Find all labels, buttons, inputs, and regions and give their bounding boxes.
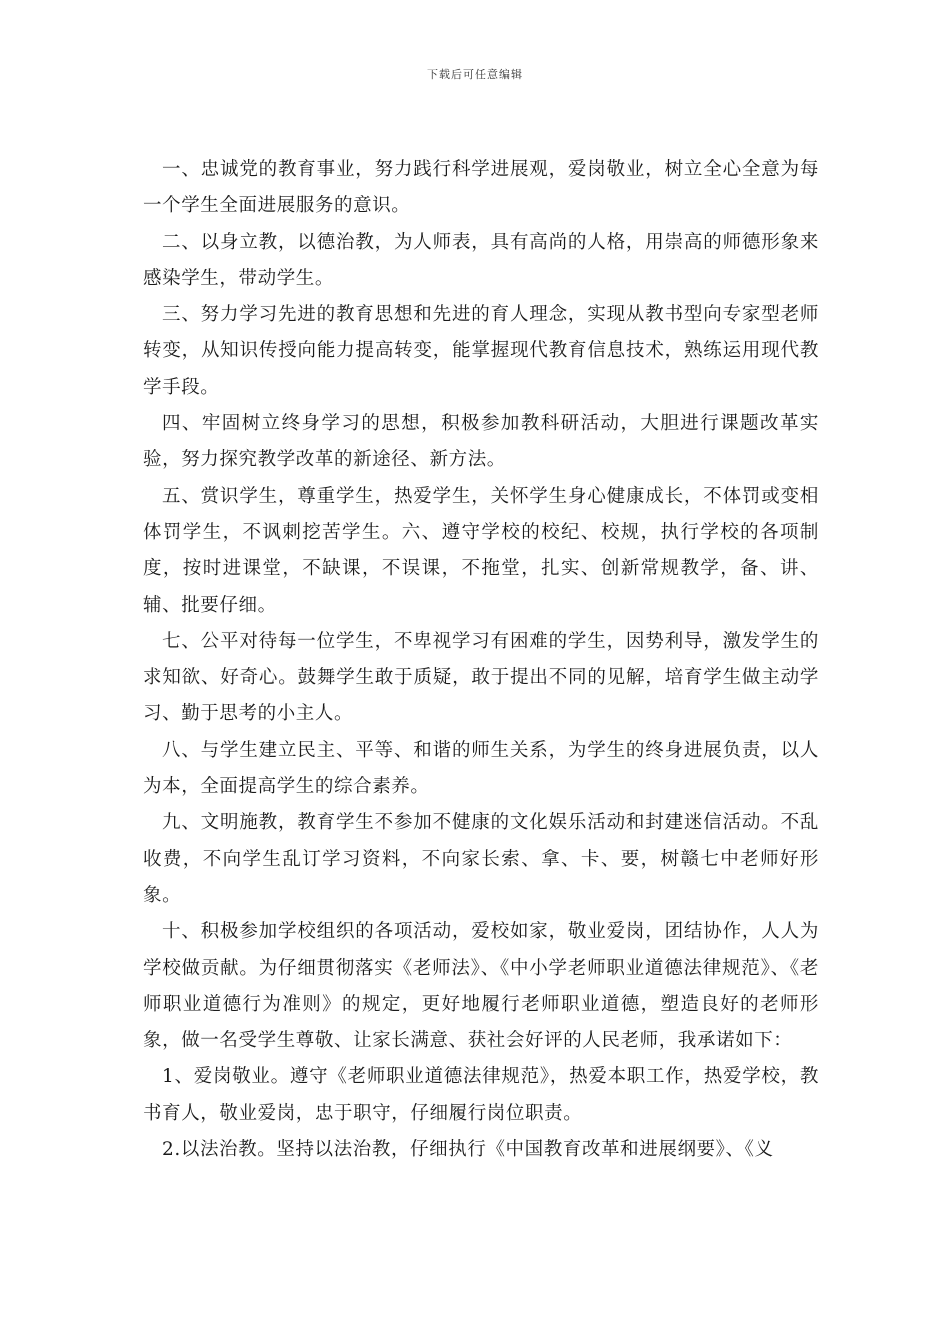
paragraph-5: 五、赏识学生，尊重学生，热爱学生，关怀学生身心健康成长，不体罚或变相体罚学生，不讽刺挖苦学生。六、遵守学校的校纪、校规，执行学校的各项制度，按时进课堂，不缺课，不误课，不拖堂，扎实、创新常规教学，备、讲、辅、批要仔细。: [143, 485, 819, 616]
commitment-item-2: 2.以法治教。坚持以法治教，仔细执行《中国教育改革和进展纲要》、《义: [162, 1139, 774, 1161]
paragraph-10: 十、积极参加学校组织的各项活动，爱校如家，敬业爱岗，团结协作，人人为学校做贡献。为仔细贯彻落实《老师法》、《中小学老师职业道德法律规范》、《老师职业道德行为准则》的规定，更好地履行老师职业道德，塑造良好的老师形象，做一名受学生尊敬、让家长满意、获社会好评的人民老师，我承诺如下：: [143, 921, 819, 1052]
paragraph-4: 四、牢固树立终身学习的思想，积极参加教科研活动，大胆进行课题改革实验，努力探究教学改革的新途径、新方法。: [143, 413, 819, 471]
paragraph-1: 一、忠诚党的教育事业，努力践行科学进展观，爱岗敬业，树立全心全意为每一个学生全面进展服务的意识。: [143, 159, 819, 217]
paragraph-9: 九、文明施教，教育学生不参加不健康的文化娱乐活动和封建迷信活动。不乱收费，不向学生乱订学习资料，不向家长索、拿、卡、要，树赣七中老师好形象。: [143, 812, 819, 906]
paragraph-8: 八、与学生建立民主、平等、和谐的师生关系，为学生的终身进展负责，以人为本，全面提高学生的综合素养。: [143, 739, 819, 798]
page-header-note: 下载后可任意编辑: [427, 68, 523, 81]
paragraph-2: 二、以身立教，以德治教，为人师表，具有高尚的人格，用崇高的师德形象来感染学生，带动学生。: [143, 231, 819, 289]
paragraph-3: 三、努力学习先进的教育思想和先进的育人理念，实现从教书型向专家型老师转变，从知识传授向能力提高转变，能掌握现代教育信息技术，熟练运用现代教学手段。: [143, 304, 819, 398]
commitment-item-1: 1、爱岗敬业。遵守《老师职业道德法律规范》，热爱本职工作，热爱学校，教书育人，敬业爱岗，忠于职守，仔细履行岗位职责。: [143, 1066, 819, 1124]
document-body: [143, 152, 819, 1168]
paragraph-7: 七、公平对待每一位学生，不卑视学习有困难的学生，因势利导，激发学生的求知欲、好奇心。鼓舞学生敢于质疑，敢于提出不同的见解，培育学生做主动学习、勤于思考的小主人。: [143, 630, 819, 725]
